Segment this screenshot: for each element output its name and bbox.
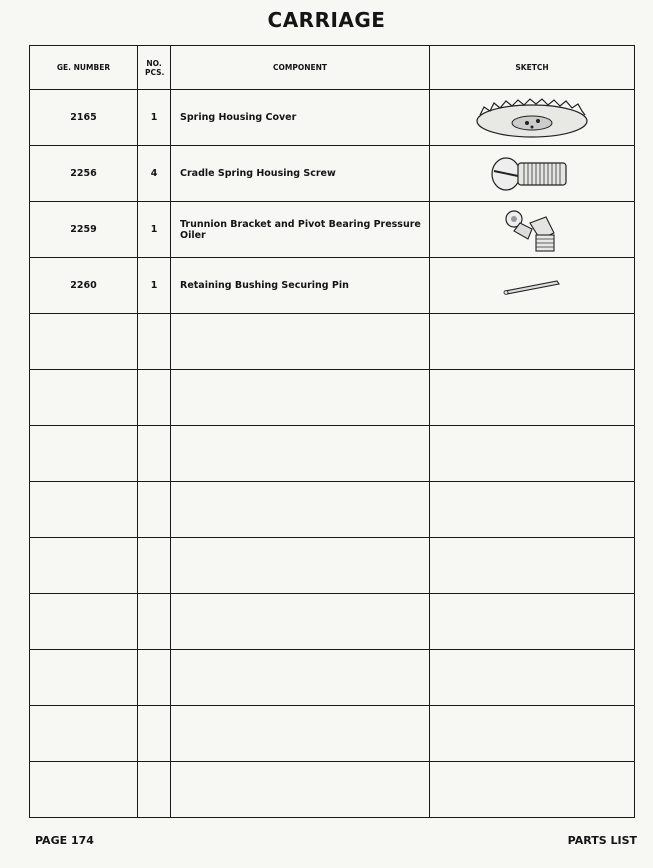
empty-number-cell (30, 314, 138, 370)
empty-number-cell (30, 538, 138, 594)
empty-row (30, 650, 635, 706)
empty-component-cell (171, 650, 430, 706)
empty-sketch-cell (430, 594, 635, 650)
section-label: PARTS LIST (567, 834, 637, 847)
part-component: Trunnion Bracket and Pivot Bearing Pressure Oiler (171, 202, 430, 258)
part-sketch (430, 258, 635, 314)
part-component: Cradle Spring Housing Screw (171, 146, 430, 202)
empty-row (30, 314, 635, 370)
empty-row (30, 482, 635, 538)
header-sketch: SKETCH (430, 46, 635, 90)
part-number: 2256 (30, 146, 138, 202)
empty-row (30, 538, 635, 594)
empty-component-cell (171, 426, 430, 482)
empty-quantity-cell (138, 650, 171, 706)
gear-cover-icon (472, 93, 592, 143)
empty-sketch-cell (430, 314, 635, 370)
header-ge-number: GE. NUMBER (30, 46, 138, 90)
empty-number-cell (30, 370, 138, 426)
part-number: 2260 (30, 258, 138, 314)
empty-number-cell (30, 650, 138, 706)
empty-sketch-cell (430, 370, 635, 426)
part-component: Retaining Bushing Securing Pin (171, 258, 430, 314)
part-quantity: 1 (138, 202, 171, 258)
part-number: 2165 (30, 90, 138, 146)
empty-number-cell (30, 706, 138, 762)
empty-row (30, 594, 635, 650)
empty-sketch-cell (430, 706, 635, 762)
parts-table-container (29, 45, 635, 818)
part-sketch (430, 146, 635, 202)
page-number: PAGE 174 (35, 834, 94, 847)
empty-number-cell (30, 762, 138, 818)
table-row (30, 146, 635, 202)
part-sketch (430, 202, 635, 258)
empty-sketch-cell (430, 762, 635, 818)
part-quantity: 1 (138, 90, 171, 146)
screw-icon (482, 151, 582, 197)
empty-component-cell (171, 370, 430, 426)
table-header-row (30, 46, 635, 90)
empty-component-cell (171, 762, 430, 818)
part-quantity: 1 (138, 258, 171, 314)
empty-quantity-cell (138, 762, 171, 818)
empty-quantity-cell (138, 538, 171, 594)
empty-row (30, 706, 635, 762)
header-no-pcs (138, 46, 171, 90)
empty-quantity-cell (138, 370, 171, 426)
header-no-pcs-label: NO. PCS. (145, 58, 165, 77)
empty-component-cell (171, 706, 430, 762)
page-title: CARRIAGE (267, 8, 386, 32)
table-row (30, 90, 635, 146)
table-row (30, 258, 635, 314)
empty-sketch-cell (430, 650, 635, 706)
empty-quantity-cell (138, 594, 171, 650)
empty-row (30, 426, 635, 482)
empty-component-cell (171, 314, 430, 370)
empty-quantity-cell (138, 314, 171, 370)
empty-component-cell (171, 594, 430, 650)
pin-icon (497, 276, 567, 296)
empty-component-cell (171, 538, 430, 594)
parts-table (29, 45, 635, 818)
empty-row (30, 762, 635, 818)
empty-number-cell (30, 482, 138, 538)
empty-sketch-cell (430, 538, 635, 594)
empty-row (30, 370, 635, 426)
empty-sketch-cell (430, 426, 635, 482)
empty-number-cell (30, 594, 138, 650)
empty-quantity-cell (138, 426, 171, 482)
part-number: 2259 (30, 202, 138, 258)
empty-quantity-cell (138, 482, 171, 538)
oiler-fitting-icon (492, 205, 572, 255)
part-quantity: 4 (138, 146, 171, 202)
table-row (30, 202, 635, 258)
empty-component-cell (171, 482, 430, 538)
part-component: Spring Housing Cover (171, 90, 430, 146)
empty-sketch-cell (430, 482, 635, 538)
empty-number-cell (30, 426, 138, 482)
empty-quantity-cell (138, 706, 171, 762)
part-sketch (430, 90, 635, 146)
header-component: COMPONENT (171, 46, 430, 90)
